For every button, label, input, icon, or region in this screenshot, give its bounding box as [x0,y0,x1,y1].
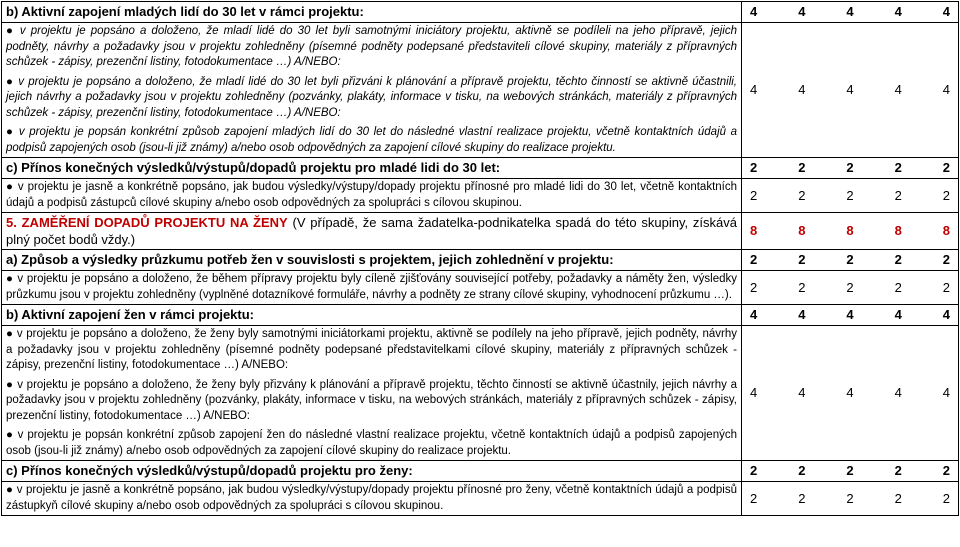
score: 4 [942,4,950,19]
criterion-paragraph: ● v projektu je popsáno a doloženo, že mladí lidé do 30 let byli přizváni k plánování a přípravě projektu, těchto činností se aktivně účastnili, jejich návrhy a požadavky jsou v projektu zohledněny (pozvánky, plakáty, informace v tisku, na webových stránkách, materiály z přípravných schůzek - zápisy, prezenční listiny, fotodokumentace …) A/NEBO: [6,75,737,119]
criteria-row [2,326,959,461]
score: 4 [942,307,950,322]
score-cells [746,187,954,205]
score: 2 [846,279,854,295]
criteria-row [2,482,959,516]
score: 8 [894,223,902,238]
score: 2 [798,252,806,267]
score: 4 [846,307,854,322]
score: 2 [894,160,902,175]
criteria-row [2,158,959,179]
criteria-row [2,23,959,158]
score: 4 [846,4,854,19]
criteria-row [2,305,959,326]
criterion-paragraph: ● v projektu je popsán konkrétní způsob zapojení žen do následné vlastní realizace projektu, včetně kontaktních údajů a podpisů zapojených osob (jsou-li již známy) a/nebo osob odpovědných za zapojení cílové skupiny do realizace projektu. [6,429,737,457]
score: 4 [798,4,806,19]
score: 8 [846,223,854,238]
criterion-description [2,482,742,516]
score: 2 [894,187,902,203]
criterion-heading: c) Přínos konečných výsledků/výstupů/dopadů projektu pro mladé lidi do 30 let: [2,158,742,179]
score-cells [746,490,954,508]
score: 2 [894,490,902,506]
score: 4 [894,4,902,19]
score: 4 [846,385,854,400]
score: 4 [942,385,950,400]
score-cells [746,81,954,99]
score: 4 [750,307,758,322]
score: 2 [798,279,806,295]
score: 2 [942,160,950,175]
score-cells [746,3,954,21]
score: 4 [894,385,902,400]
criterion-paragraph: ● v projektu je popsáno a doloženo, že mladí lidé do 30 let byli samotnými iniciátory projektu, aktivně se podíleli na jeho přípravě, jejich podněty, návrhy a požadavky jsou v projektu zohledněny (písemné podněty podepsané představiteli cílové skupiny, materiály z přípravných schůzek - zápisy, prezenční listiny, fotodokumentace …) A/NEBO: [6,25,737,68]
score: 2 [750,160,758,175]
score: 2 [942,187,950,203]
criterion-heading: a) Způsob a výsledky průzkumu potřeb žen v souvislosti s projektem, jejich zohlednění v projektu: [2,250,742,271]
score: 2 [942,463,950,478]
score: 4 [846,82,854,97]
score: 2 [798,187,806,203]
criterion-paragraph: ● v projektu je jasně a konkrétně popsáno, jak budou výsledky/výstupy/dopady projektu přínosné pro ženy, včetně kontaktních údajů a podpisů zástupkyň cílové skupiny a/nebo osob odpovědných za spolupráci s cílovou skupinou. [6,484,737,512]
score: 2 [894,252,902,267]
score: 8 [798,223,806,238]
score: 2 [942,252,950,267]
score: 2 [798,490,806,506]
score-cells [746,306,954,324]
score: 4 [750,4,758,19]
criteria-row [2,250,959,271]
criteria-row [2,461,959,482]
criterion-heading: b) Aktivní zapojení mladých lidí do 30 let v rámci projektu: [2,2,742,23]
score: 4 [750,82,758,97]
score: 2 [846,160,854,175]
score-cells [746,384,954,402]
criteria-row [2,179,959,213]
criterion-heading: c) Přínos konečných výsledků/výstupů/dopadů projektu pro ženy: [2,461,742,482]
score: 2 [846,187,854,203]
criterion-description [2,271,742,305]
score-cells [746,251,954,269]
section-note: (V případě, že sama žadatelka-podnikatelka spadá do této skupiny, získává plný počet bodů vždy.) [6,215,737,247]
score-cells [746,462,954,480]
score: 2 [750,252,758,267]
criterion-description [2,326,742,461]
criteria-row [2,271,959,305]
criterion-description [2,179,742,213]
score: 2 [846,463,854,478]
score-cells [746,159,954,177]
score-cells [746,279,954,297]
score: 2 [750,490,758,506]
criteria-row [2,213,959,250]
score: 2 [942,490,950,506]
score: 4 [798,385,806,400]
score: 4 [894,307,902,322]
criteria-row [2,2,959,23]
criterion-paragraph: ● v projektu je jasně a konkrétně popsáno, jak budou výsledky/výstupy/dopady projektu přínosné pro mladé lidi do 30 let, včetně kontaktních údajů a podpisů zástupců cílové skupiny a/nebo osob odpovědných za spolupráci s cílovou skupinou. [6,181,737,209]
criterion-paragraph: ● v projektu je popsán konkrétní způsob zapojení mladých lidí do 30 let do následné vlastní realizace projektu, včetně kontaktních údajů a podpisů zapojených osob (jsou-li již známy) a/nebo osob odpovědných za zapojení cílové skupiny do realizace projektu. [6,126,737,154]
criterion-description [2,23,742,158]
criterion-paragraph: ● v projektu je popsáno a doloženo, že během přípravy projektu byly cíleně zjišťovány související potřeby, požadavky a náměty žen, výsledky průzkumu jsou v projektu zohledněny (vyplněné dotazníkové formuláře, návrhy a podněty ze strany cílové skupiny, vyhodnocení průzkumu …). [6,273,737,301]
criteria-table [1,1,959,516]
score: 2 [894,279,902,295]
score: 2 [750,279,758,295]
score-cells [746,222,954,240]
score: 2 [798,160,806,175]
section-heading [2,213,742,250]
criterion-paragraph: ● v projektu je popsáno a doloženo, že ženy byly přizvány k plánování a přípravě projektu, těchto činností se aktivně účastnily, jejich návrhy a požadavky jsou v projektu zohledněny (pozvánky, plakáty, informace v tisku, na webových stránkách, materiály z přípravných schůzek - zápisy, prezenční listiny, fotodokumentace …) A/NEBO: [6,378,737,422]
section-title: 5. ZAMĚŘENÍ DOPADŮ PROJEKTU NA ŽENY [6,215,288,230]
score: 8 [942,223,950,238]
score: 2 [846,490,854,506]
score: 2 [750,187,758,203]
score: 8 [750,223,758,238]
score: 2 [798,463,806,478]
score: 2 [942,279,950,295]
criterion-paragraph: ● v projektu je popsáno a doloženo, že ženy byly samotnými iniciátorkami projektu, aktivně se podílely na jeho přípravě, jejich podněty, návrhy a požadavky jsou v projektu zohledněny (písemné podněty podepsané představitelkami cílové skupiny, materiály z přípravných schůzek - zápisy, prezenční listiny, fotodokumentace …) A/NEBO: [6,328,737,371]
score: 4 [942,82,950,97]
score: 4 [750,385,758,400]
criterion-heading: b) Aktivní zapojení žen v rámci projektu: [2,305,742,326]
score: 4 [894,82,902,97]
score: 4 [798,307,806,322]
score: 2 [750,463,758,478]
score: 4 [798,82,806,97]
score: 2 [894,463,902,478]
score: 2 [846,252,854,267]
